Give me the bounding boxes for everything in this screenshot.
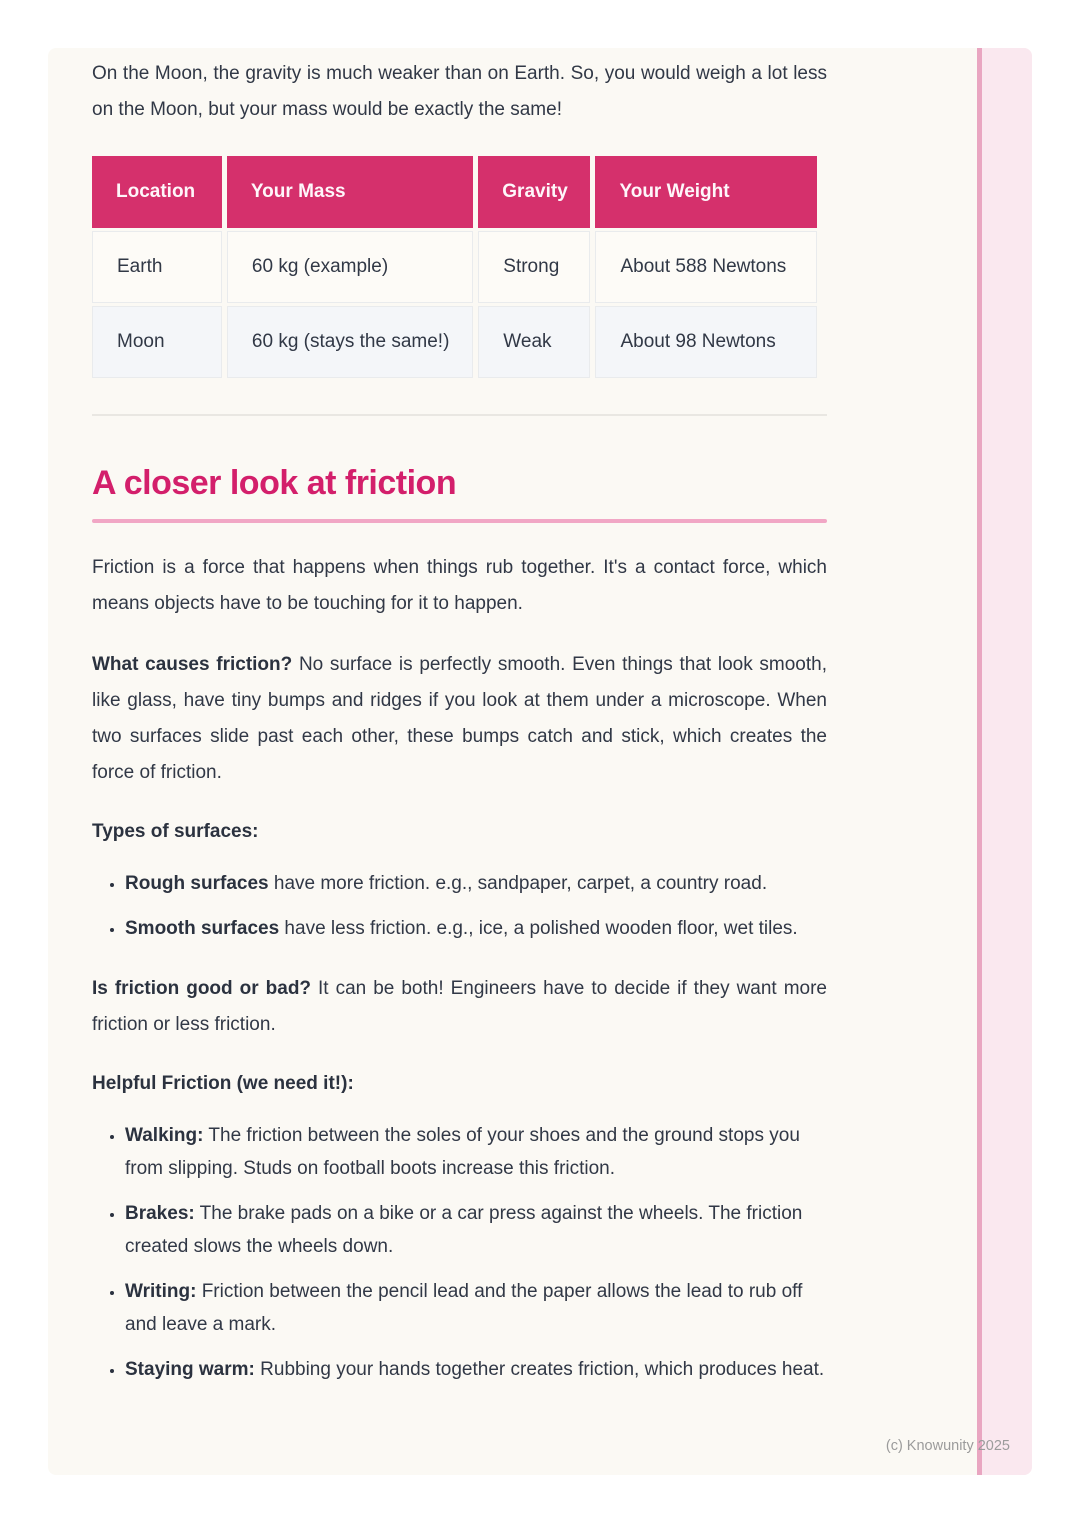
list-item-text: have less friction. e.g., ice, a polished wooden floor, wet tiles. <box>279 918 798 939</box>
document-card <box>48 48 1032 1475</box>
list-item-lead: Walking: <box>125 1125 204 1146</box>
copyright-footer: (c) Knowunity 2025 <box>885 1438 1010 1454</box>
list-item-lead: Brakes: <box>125 1203 195 1224</box>
cell-location: Moon <box>92 306 222 378</box>
list-item-smooth <box>125 912 827 945</box>
causes-paragraph <box>92 647 827 791</box>
list-item-text: The friction between the soles of your shoes and the ground stops you from slipping. Studs on football boots increase this friction. <box>125 1125 800 1179</box>
list-item-text: The brake pads on a bike or a car press against the wheels. The friction created slows the wheels down. <box>125 1203 803 1257</box>
table-row-moon <box>92 306 817 378</box>
list-item-walking <box>125 1119 827 1185</box>
types-subheading: Types of surfaces: <box>92 821 259 842</box>
list-item-text: Friction between the pencil lead and the paper allows the lead to rub off and leave a mark. <box>125 1281 803 1335</box>
surfaces-list <box>92 867 827 945</box>
table-row-earth <box>92 231 817 303</box>
list-item-lead: Rough surfaces <box>125 873 269 894</box>
cell-weight: About 588 Newtons <box>595 231 817 303</box>
cell-location: Earth <box>92 231 222 303</box>
document-content <box>92 56 827 1412</box>
good-or-bad-text: It can be both! Engineers have to decide if they want more friction or less friction. <box>92 978 827 1035</box>
good-or-bad-paragraph <box>92 971 827 1043</box>
causes-paragraph-text: No surface is perfectly smooth. Even things that look smooth, like glass, have tiny bumps and ridges if you look at them under a microscope. When two surfaces slide past each other, these bumps catch and stick, which creates the force of friction. <box>92 654 827 783</box>
cell-gravity: Strong <box>478 231 590 303</box>
column-header-mass: Your Mass <box>227 156 473 228</box>
list-item-lead: Smooth surfaces <box>125 918 280 939</box>
column-header-weight: Your Weight <box>595 156 817 228</box>
section-title: A closer look at friction <box>92 464 457 502</box>
cell-mass: 60 kg (stays the same!) <box>227 306 473 378</box>
pink-accent-stripe <box>977 48 1032 1475</box>
list-item-lead: Writing: <box>125 1281 197 1302</box>
cell-weight: About 98 Newtons <box>595 306 817 378</box>
table-header-row <box>92 156 817 228</box>
list-item-writing <box>125 1275 827 1341</box>
good-or-bad-lead: Is friction good or bad? <box>92 978 312 999</box>
intro-paragraph: On the Moon, the gravity is much weaker than on Earth. So, you would weigh a lot less on the Moon, but your mass would be exactly the same! <box>92 63 827 120</box>
helpful-friction-list <box>92 1119 827 1386</box>
gravity-comparison-table <box>87 153 822 381</box>
list-item-text: Rubbing your hands together creates friction, which produces heat. <box>254 1359 825 1380</box>
list-item-brakes <box>125 1197 827 1263</box>
friction-intro-paragraph: Friction is a force that happens when things rub together. It's a contact force, which means objects have to be touching for it to happen. <box>92 557 827 614</box>
cell-gravity: Weak <box>478 306 590 378</box>
list-item-lead: Staying warm: <box>125 1359 255 1380</box>
list-item-staying-warm <box>125 1353 827 1386</box>
list-item-rough <box>125 867 827 900</box>
list-item-text: have more friction. e.g., sandpaper, carpet, a country road. <box>268 873 768 894</box>
column-header-location: Location <box>92 156 222 228</box>
column-header-gravity: Gravity <box>478 156 590 228</box>
causes-paragraph-lead: What causes friction? <box>92 654 293 675</box>
section-title-underline <box>92 519 827 523</box>
section-divider <box>92 414 827 416</box>
helpful-subheading: Helpful Friction (we need it!): <box>92 1073 354 1094</box>
cell-mass: 60 kg (example) <box>227 231 473 303</box>
